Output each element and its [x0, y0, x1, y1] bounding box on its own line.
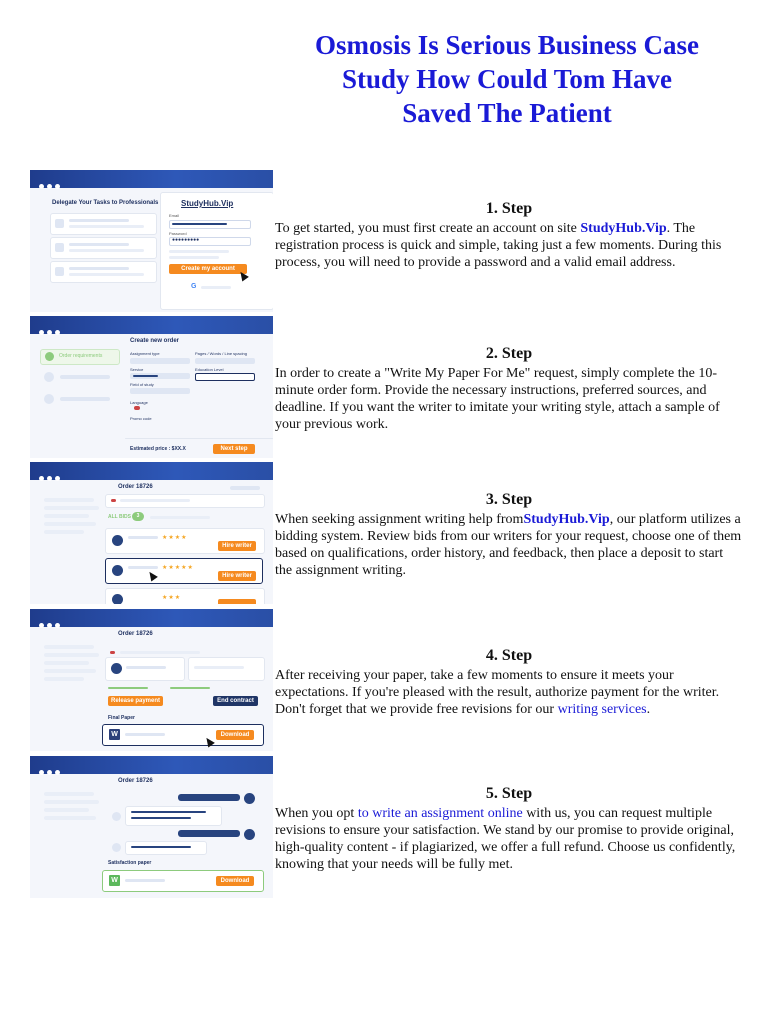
- next-step-button: Next step: [213, 444, 255, 454]
- cursor-icon: [146, 570, 158, 582]
- browser-bar: [30, 462, 273, 480]
- window-dots-icon: [39, 762, 63, 780]
- avatar: [244, 829, 255, 840]
- browser-bar: [30, 609, 273, 627]
- step-4-screenshot: [30, 609, 273, 751]
- shot-heading: Create new order: [130, 338, 180, 344]
- step-3-screenshot: Order 18726 ALL BIDS 3 ★★★★ Hire writer ★★★★★ Hire writer ★★★: [30, 462, 273, 604]
- hire-writer-button: Hire writer: [218, 541, 256, 551]
- release-payment-button: Release payment: [108, 696, 163, 706]
- step-heading: 2. Step: [485, 345, 533, 362]
- step-text: In order to create a "Write My Paper For Me" request, simply complete the 10-minute order form. Provide the necessary instructions, preferred sources, and deadline. If you want the writer to imitate your writing style, attach a sample of your previous work.: [275, 366, 720, 432]
- end-contract-button: End contract: [213, 696, 258, 706]
- window-dots-icon: [39, 322, 63, 340]
- order-number: Order 18726: [118, 631, 153, 637]
- title-line-2: Study How Could Tom Have: [341, 64, 673, 94]
- hire-writer-button: Hire writer: [218, 571, 256, 581]
- step-heading: 5. Step: [485, 785, 533, 802]
- studyhub-link[interactable]: StudyHub.Vip: [580, 221, 667, 236]
- step-1-screenshot: Delegate Your Tasks to Professionals StudyHub.Vip Email Password ●●●●●●●●● Create my account G: [30, 170, 273, 312]
- step-1: [275, 199, 743, 271]
- estimated-price: Estimated price : $XX.X: [130, 446, 186, 452]
- satisfaction-paper-label: Satisfaction paper: [108, 860, 152, 866]
- step-text: When seeking assignment writing help fromStudyHub.Vip, our platform utilizes a bidding system. Review bids from our writers for your request, choose one of them based on qualifications, order history, and feedback, then place a deposit to start the assignment writing.: [275, 512, 742, 578]
- step-2-screenshot: Create new order Order requirements Assignment type Pages / Words / Line spacing Service Education Level Field of study Language Promo code Estimated price : $XX.X Next step: [30, 316, 273, 458]
- step-3: [275, 490, 743, 579]
- step-heading: 3. Step: [485, 491, 533, 508]
- chat-message: [178, 830, 240, 837]
- step-check-icon: [45, 352, 54, 361]
- flag-icon: [134, 406, 140, 410]
- browser-bar: [30, 170, 273, 188]
- window-dots-icon: [39, 615, 63, 633]
- star-rating-icon: ★★★: [162, 594, 182, 601]
- google-icon: G: [191, 283, 197, 290]
- order-number: Order 18726: [118, 484, 153, 490]
- download-button: Download: [216, 730, 254, 740]
- step-text: After receiving your paper, take a few moments to ensure it meets your expectations. If you're pleased with the result, authorize payment for the writer. Don't forget that we provide free revisions for our writing services.: [275, 668, 720, 717]
- step-5-screenshot: [30, 756, 273, 898]
- chat-message: [178, 794, 240, 801]
- avatar: [112, 594, 123, 604]
- all-bids-label: ALL BIDS: [108, 514, 131, 520]
- title-line-3: Saved The Patient: [402, 98, 612, 128]
- avatar: [112, 535, 123, 546]
- avatar: [244, 793, 255, 804]
- window-dots-icon: [39, 176, 63, 194]
- studyhub-link[interactable]: StudyHub.Vip: [523, 512, 610, 527]
- order-number: Order 18726: [118, 778, 153, 784]
- step-heading: 1. Step: [485, 200, 533, 217]
- step-text: When you opt to write an assignment online with us, you can request multiple revisions to ensure your satisfaction. We stand by our promise to provide original, high-quality content - if plagiarized, we offer a full refund. Choose us confidently, knowing that your needs will be fully met.: [275, 806, 736, 872]
- final-paper-label: Final Paper: [108, 715, 135, 721]
- shot-heading: Delegate Your Tasks to Professionals: [52, 200, 159, 206]
- cursor-icon: [203, 736, 215, 748]
- download-button: Download: [216, 876, 254, 886]
- shot-brand: StudyHub.Vip: [181, 199, 234, 208]
- step-5: [275, 784, 743, 873]
- title-line-1: Osmosis Is Serious Business Case: [314, 30, 700, 60]
- browser-bar: [30, 316, 273, 334]
- avatar: [112, 565, 123, 576]
- page-title: [270, 28, 744, 130]
- word-document-icon: W: [109, 875, 120, 886]
- word-document-icon: W: [109, 729, 120, 740]
- browser-bar: [30, 756, 273, 774]
- create-account-button: Create my account: [169, 264, 247, 274]
- write-assignment-link[interactable]: to write an assignment online: [357, 806, 523, 821]
- step-heading: 4. Step: [485, 647, 533, 664]
- step-text: To get started, you must first create an account on site StudyHub.Vip. The registration process is quick and simple, taking just a few moments. During this process, you will need to provide a password and a valid email address.: [275, 221, 722, 270]
- avatar: [111, 663, 122, 674]
- cursor-icon: [237, 270, 249, 282]
- star-rating-icon: ★★★★★: [162, 564, 194, 571]
- writing-services-link[interactable]: writing services: [557, 702, 647, 717]
- step-4: [275, 646, 743, 718]
- window-dots-icon: [39, 468, 63, 486]
- star-rating-icon: ★★★★: [162, 534, 188, 541]
- step-2: [275, 344, 743, 433]
